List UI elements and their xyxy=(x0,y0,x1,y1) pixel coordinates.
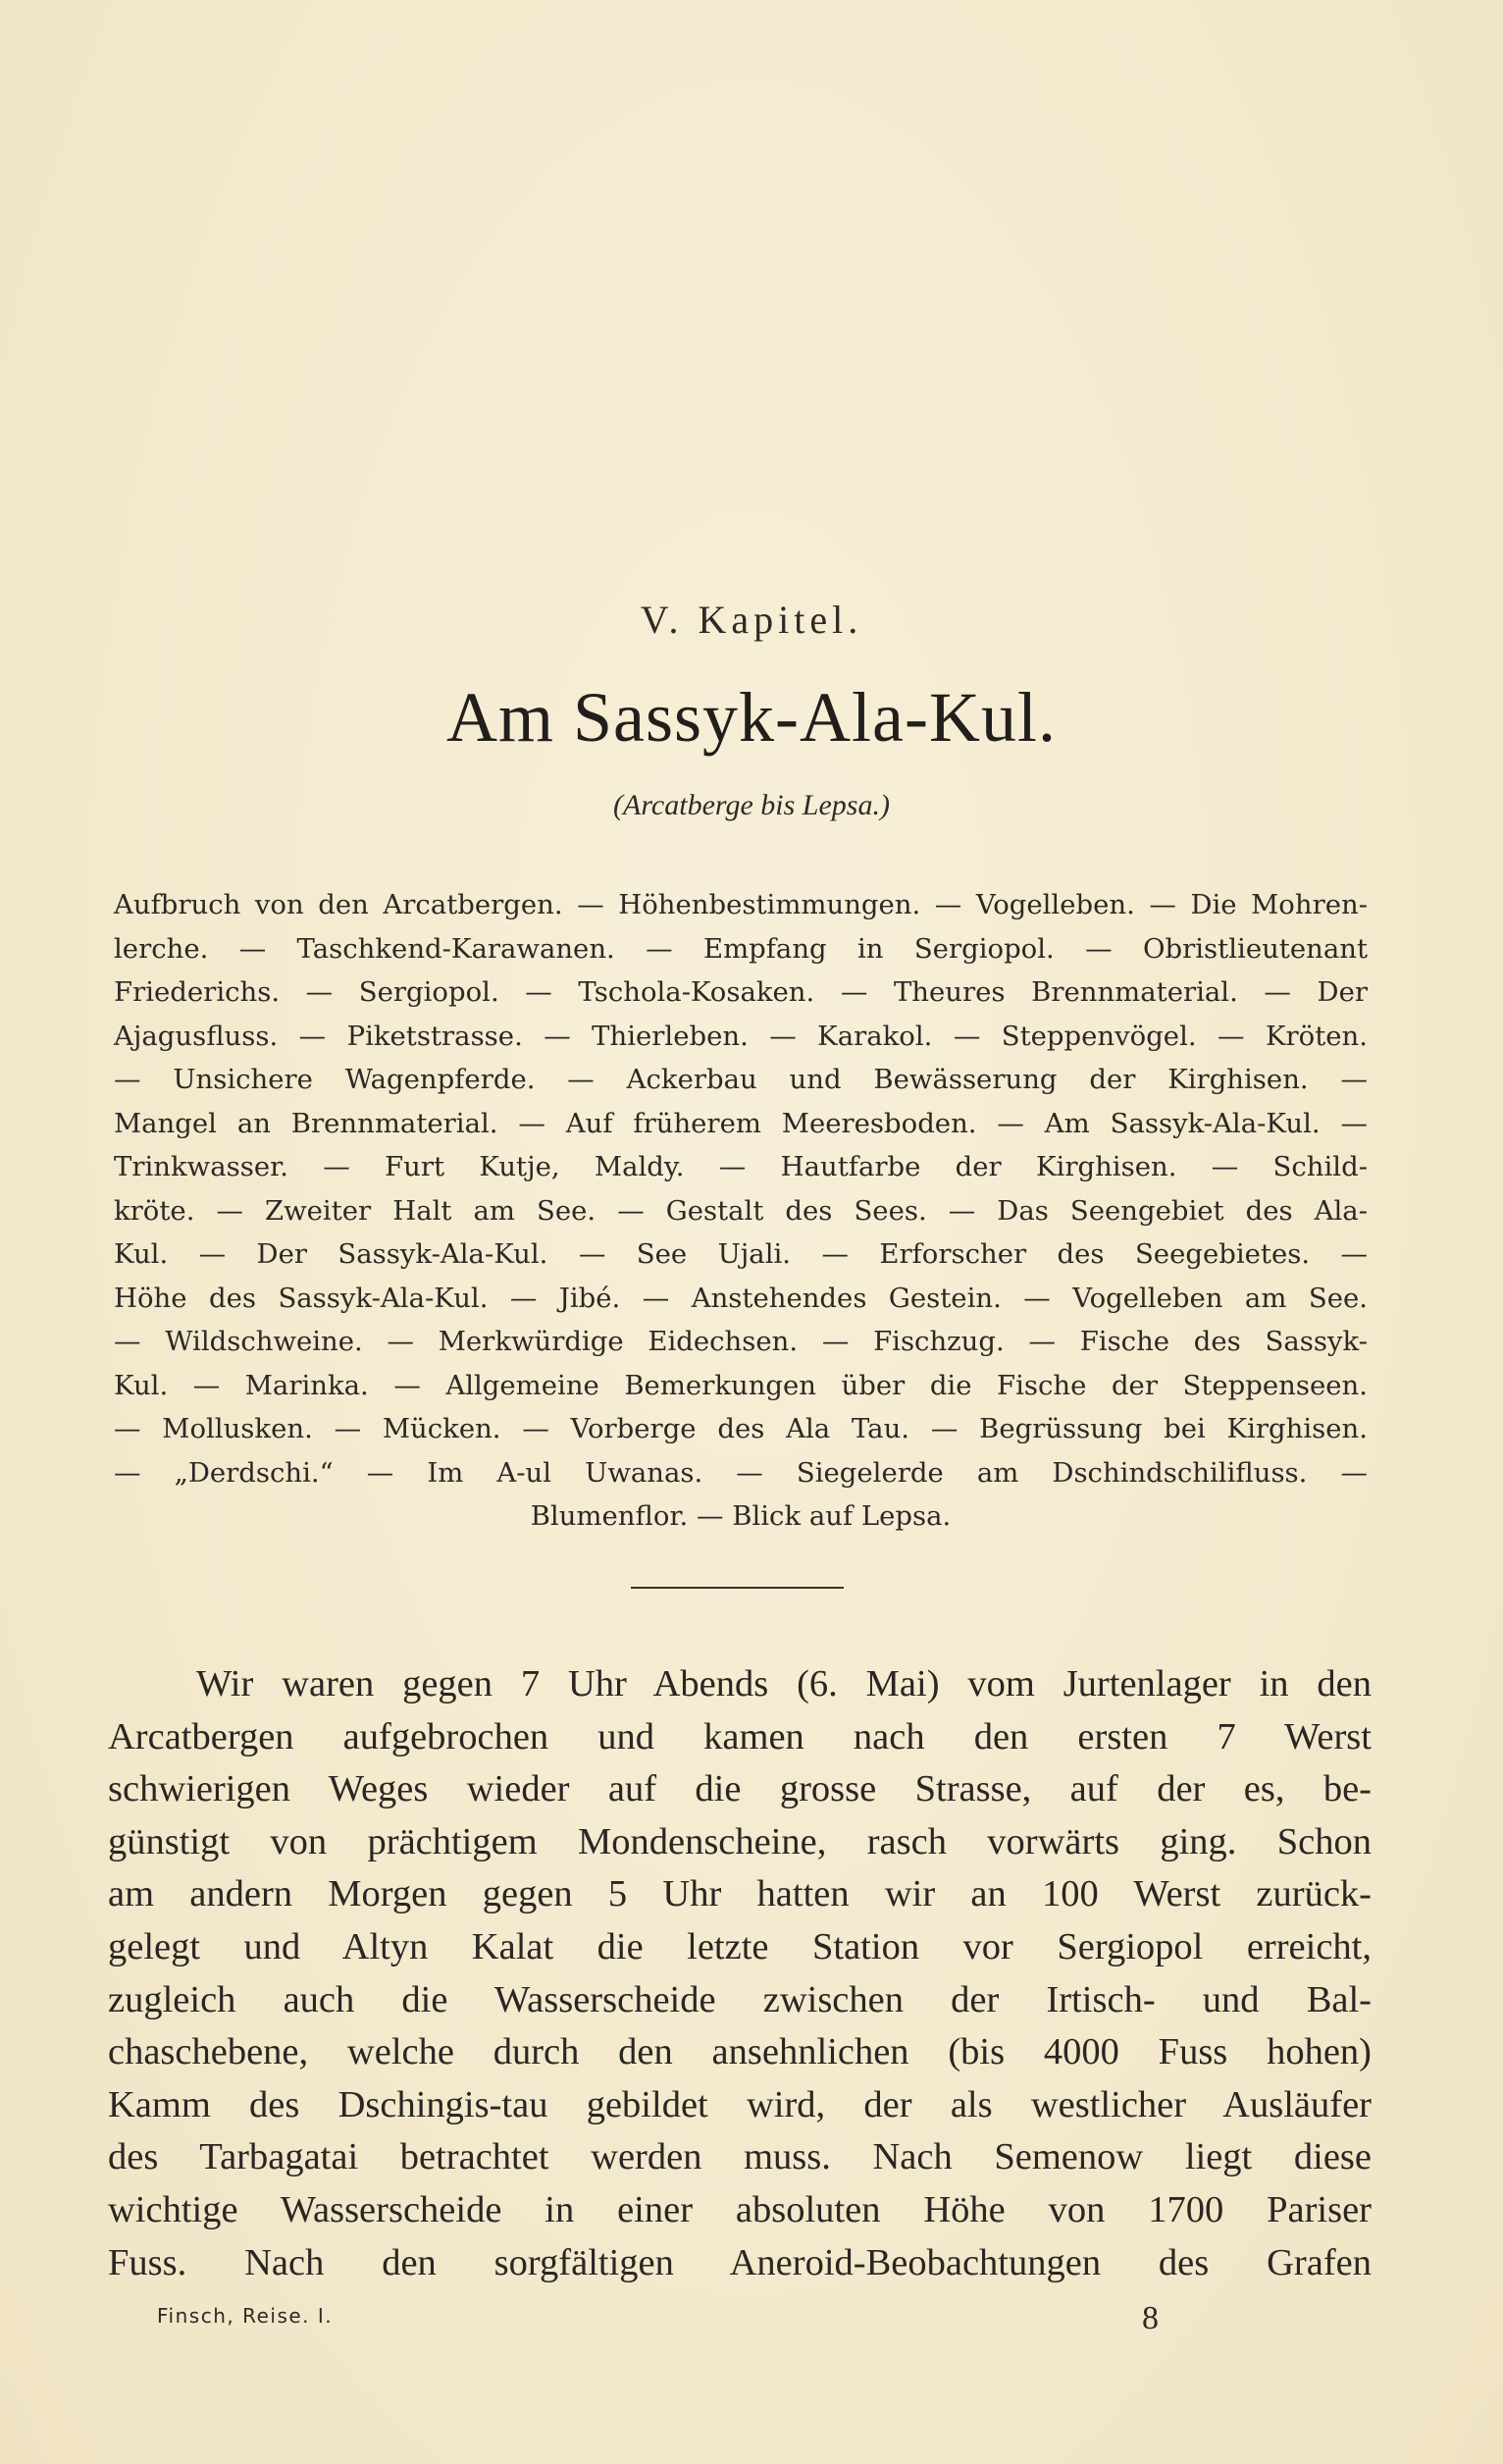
summary-line: — Mollusken. — Mücken. — Vorberge des Ala Tau. — Begrüssung bei Kirghisen. xyxy=(114,1413,1368,1444)
section-divider xyxy=(631,1587,844,1589)
body-line: schwierigen Weges wieder auf die grosse Strasse, auf der es, be- xyxy=(108,1768,1372,1810)
printer-signature: Finsch, Reise. I. xyxy=(157,2304,334,2328)
body-line: am andern Morgen gegen 5 Uhr hatten wir an 100 Werst zurück- xyxy=(108,1873,1372,1915)
summary-line: Ajagusfluss. — Piketstrasse. — Thierleben. — Karakol. — Steppenvögel. — Kröten. xyxy=(114,1020,1368,1052)
summary-line: Kul. — Marinka. — Allgemeine Bemerkungen über die Fische der Steppenseen. xyxy=(114,1369,1368,1401)
chapter-subtitle: (Arcatberge bis Lepsa.) xyxy=(613,789,890,821)
body-line: wichtige Wasserscheide in einer absoluten Höhe von 1700 Pariser xyxy=(108,2188,1372,2230)
summary-line: Höhe des Sassyk-Ala-Kul. — Jibé. — Anstehendes Gestein. — Vogelleben am See. xyxy=(114,1282,1368,1314)
chapter-label: V. Kapitel. xyxy=(640,598,863,642)
chapter-summary xyxy=(114,883,1368,1539)
body-line: zugleich auch die Wasserscheide zwischen der Irtisch- und Bal- xyxy=(108,1978,1372,2020)
body-line: gelegt und Altyn Kalat die letzte Station vor Sergiopol erreicht, xyxy=(108,1925,1372,1967)
body-paragraph xyxy=(108,1658,1372,2289)
summary-line: — Wildschweine. — Merkwürdige Eidechsen. — Fischzug. — Fische des Sassyk- xyxy=(114,1326,1368,1357)
chapter-title: Am Sassyk-Ala-Kul. xyxy=(446,678,1057,757)
summary-line: Kul. — Der Sassyk-Ala-Kul. — See Ujali. — Erforscher des Seegebietes. — xyxy=(114,1238,1368,1270)
body-line: günstigt von prächtigem Mondenscheine, rasch vorwärts ging. Schon xyxy=(108,1820,1372,1862)
summary-line: Aufbruch von den Arcatbergen. — Höhenbestimmungen. — Vogelleben. — Die Mohren- xyxy=(114,889,1368,920)
body-line: Wir waren gegen 7 Uhr Abends (6. Mai) vom Jurtenlager in den xyxy=(196,1663,1372,1704)
signature-number: 8 xyxy=(1142,2300,1159,2336)
body-line: Kamm des Dschingis-tau gebildet wird, der als westlicher Ausläufer xyxy=(108,2083,1372,2125)
summary-line: — Unsichere Wagenpferde. — Ackerbau und Bewässerung der Kirghisen. — xyxy=(114,1064,1368,1095)
body-line: Fuss. Nach den sorgfältigen Aneroid-Beobachtungen des Grafen xyxy=(108,2241,1372,2283)
summary-line: Mangel an Brennmaterial. — Auf früherem Meeresboden. — Am Sassyk-Ala-Kul. — xyxy=(114,1107,1368,1139)
summary-line: Blumenflor. — Blick auf Lepsa. xyxy=(530,1500,952,1532)
body-line: chaschebene, welche durch den ansehnlichen (bis 4000 Fuss hohen) xyxy=(108,2031,1372,2073)
body-line: Arcatbergen aufgebrochen und kamen nach den ersten 7 Werst xyxy=(108,1715,1372,1757)
summary-line: lerche. — Taschkend-Karawanen. — Empfang in Sergiopol. — Obristlieutenant xyxy=(114,932,1368,965)
summary-line: Friederichs. — Sergiopol. — Tschola-Kosaken. — Theures Brennmaterial. — Der xyxy=(114,976,1368,1008)
summary-line: — „Derdschi.“ — Im A-ul Uwanas. — Siegelerde am Dschindschilifluss. — xyxy=(114,1456,1368,1489)
summary-line: kröte. — Zweiter Halt am See. — Gestalt des Sees. — Das Seengebiet des Ala- xyxy=(114,1194,1368,1227)
summary-line: Trinkwasser. — Furt Kutje, Maldy. — Hautfarbe der Kirghisen. — Schild- xyxy=(114,1151,1368,1182)
body-line: des Tarbagatai betrachtet werden muss. Nach Semenow liegt diese xyxy=(108,2136,1372,2178)
